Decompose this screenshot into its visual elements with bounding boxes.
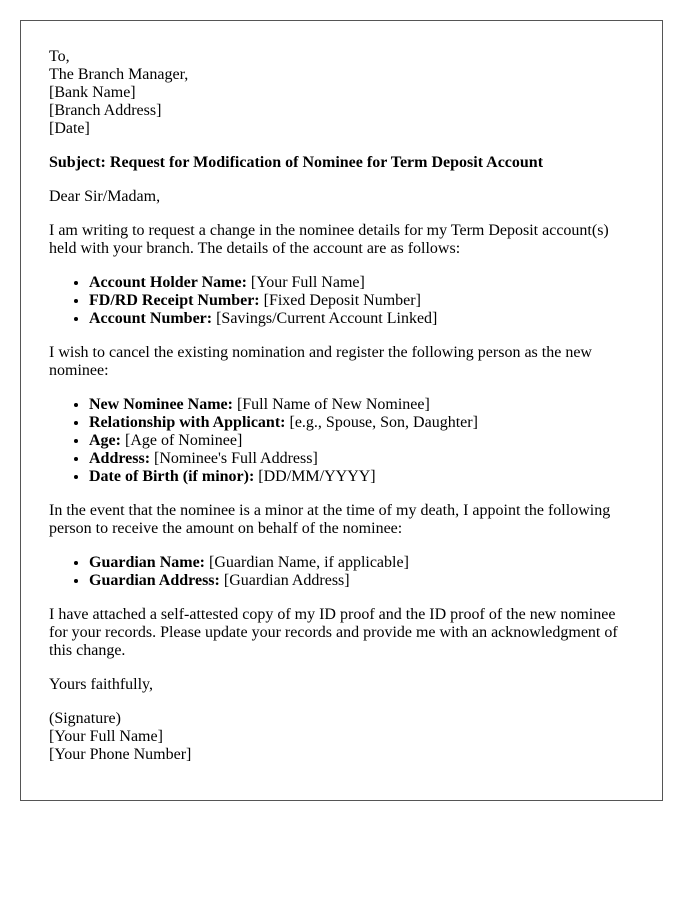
address-line: The Branch Manager, [49,66,189,83]
item-value: [Guardian Address] [219,572,350,589]
item-value: [e.g., Spouse, Son, Daughter] [285,414,478,431]
guardian-intro: In the event that the nominee is a minor at the time of my death, I appoint the following person to receive the amount on behalf of the nominee: [49,502,611,537]
list-item [89,292,634,310]
list-item [89,450,634,468]
list-item [89,310,634,328]
recipient-address [49,48,634,138]
item-label: Date of Birth (if minor): [89,468,255,485]
item-value: [Full Name of New Nominee] [232,396,430,413]
signature-line: [Your Phone Number] [49,746,192,763]
item-value: [DD/MM/YYYY] [254,468,376,485]
item-label: Guardian Address: [89,572,220,589]
subject-text: Subject: Request for Modification of Nominee for Term Deposit Account [49,154,544,171]
signature-line: [Your Full Name] [49,728,163,745]
item-label: Account Number: [89,310,213,327]
nominee-details-list [49,396,634,486]
signature-line: (Signature) [49,710,121,727]
item-value: [Age of Nominee] [120,432,243,449]
list-item [89,468,634,486]
item-label: Age: [89,432,121,449]
nominee-intro: I wish to cancel the existing nomination and register the following person as the new nominee: [49,344,592,379]
address-line: [Date] [49,120,90,137]
item-value: [Your Full Name] [246,274,365,291]
guardian-details-list [49,554,634,590]
list-item [89,572,634,590]
item-value: [Fixed Deposit Number] [259,292,421,309]
account-details-list [49,274,634,328]
closing: Yours faithfully, [49,676,154,693]
address-line: To, [49,48,70,65]
address-line: [Branch Address] [49,102,162,119]
salutation: Dear Sir/Madam, [49,188,161,205]
list-item [89,554,634,572]
item-value: [Savings/Current Account Linked] [212,310,438,327]
address-line: [Bank Name] [49,84,136,101]
subject [49,154,634,172]
letter [20,20,663,801]
list-item [89,414,634,432]
list-item [89,274,634,292]
attachment-note: I have attached a self-attested copy of my ID proof and the ID proof of the new nominee for your records. Please update your records and provide me with an acknowledgment of this change. [49,606,618,659]
item-label: New Nominee Name: [89,396,233,413]
intro-paragraph: I am writing to request a change in the nominee details for my Term Deposit account(s) held with your branch. The details of the account are as follows: [49,222,609,257]
list-item [89,396,634,414]
item-label: Address: [89,450,151,467]
item-label: FD/RD Receipt Number: [89,292,260,309]
list-item [89,432,634,450]
signature-block [49,710,634,764]
item-label: Relationship with Applicant: [89,414,286,431]
item-label: Account Holder Name: [89,274,247,291]
item-value: [Guardian Name, if applicable] [205,554,409,571]
item-value: [Nominee's Full Address] [150,450,318,467]
item-label: Guardian Name: [89,554,205,571]
